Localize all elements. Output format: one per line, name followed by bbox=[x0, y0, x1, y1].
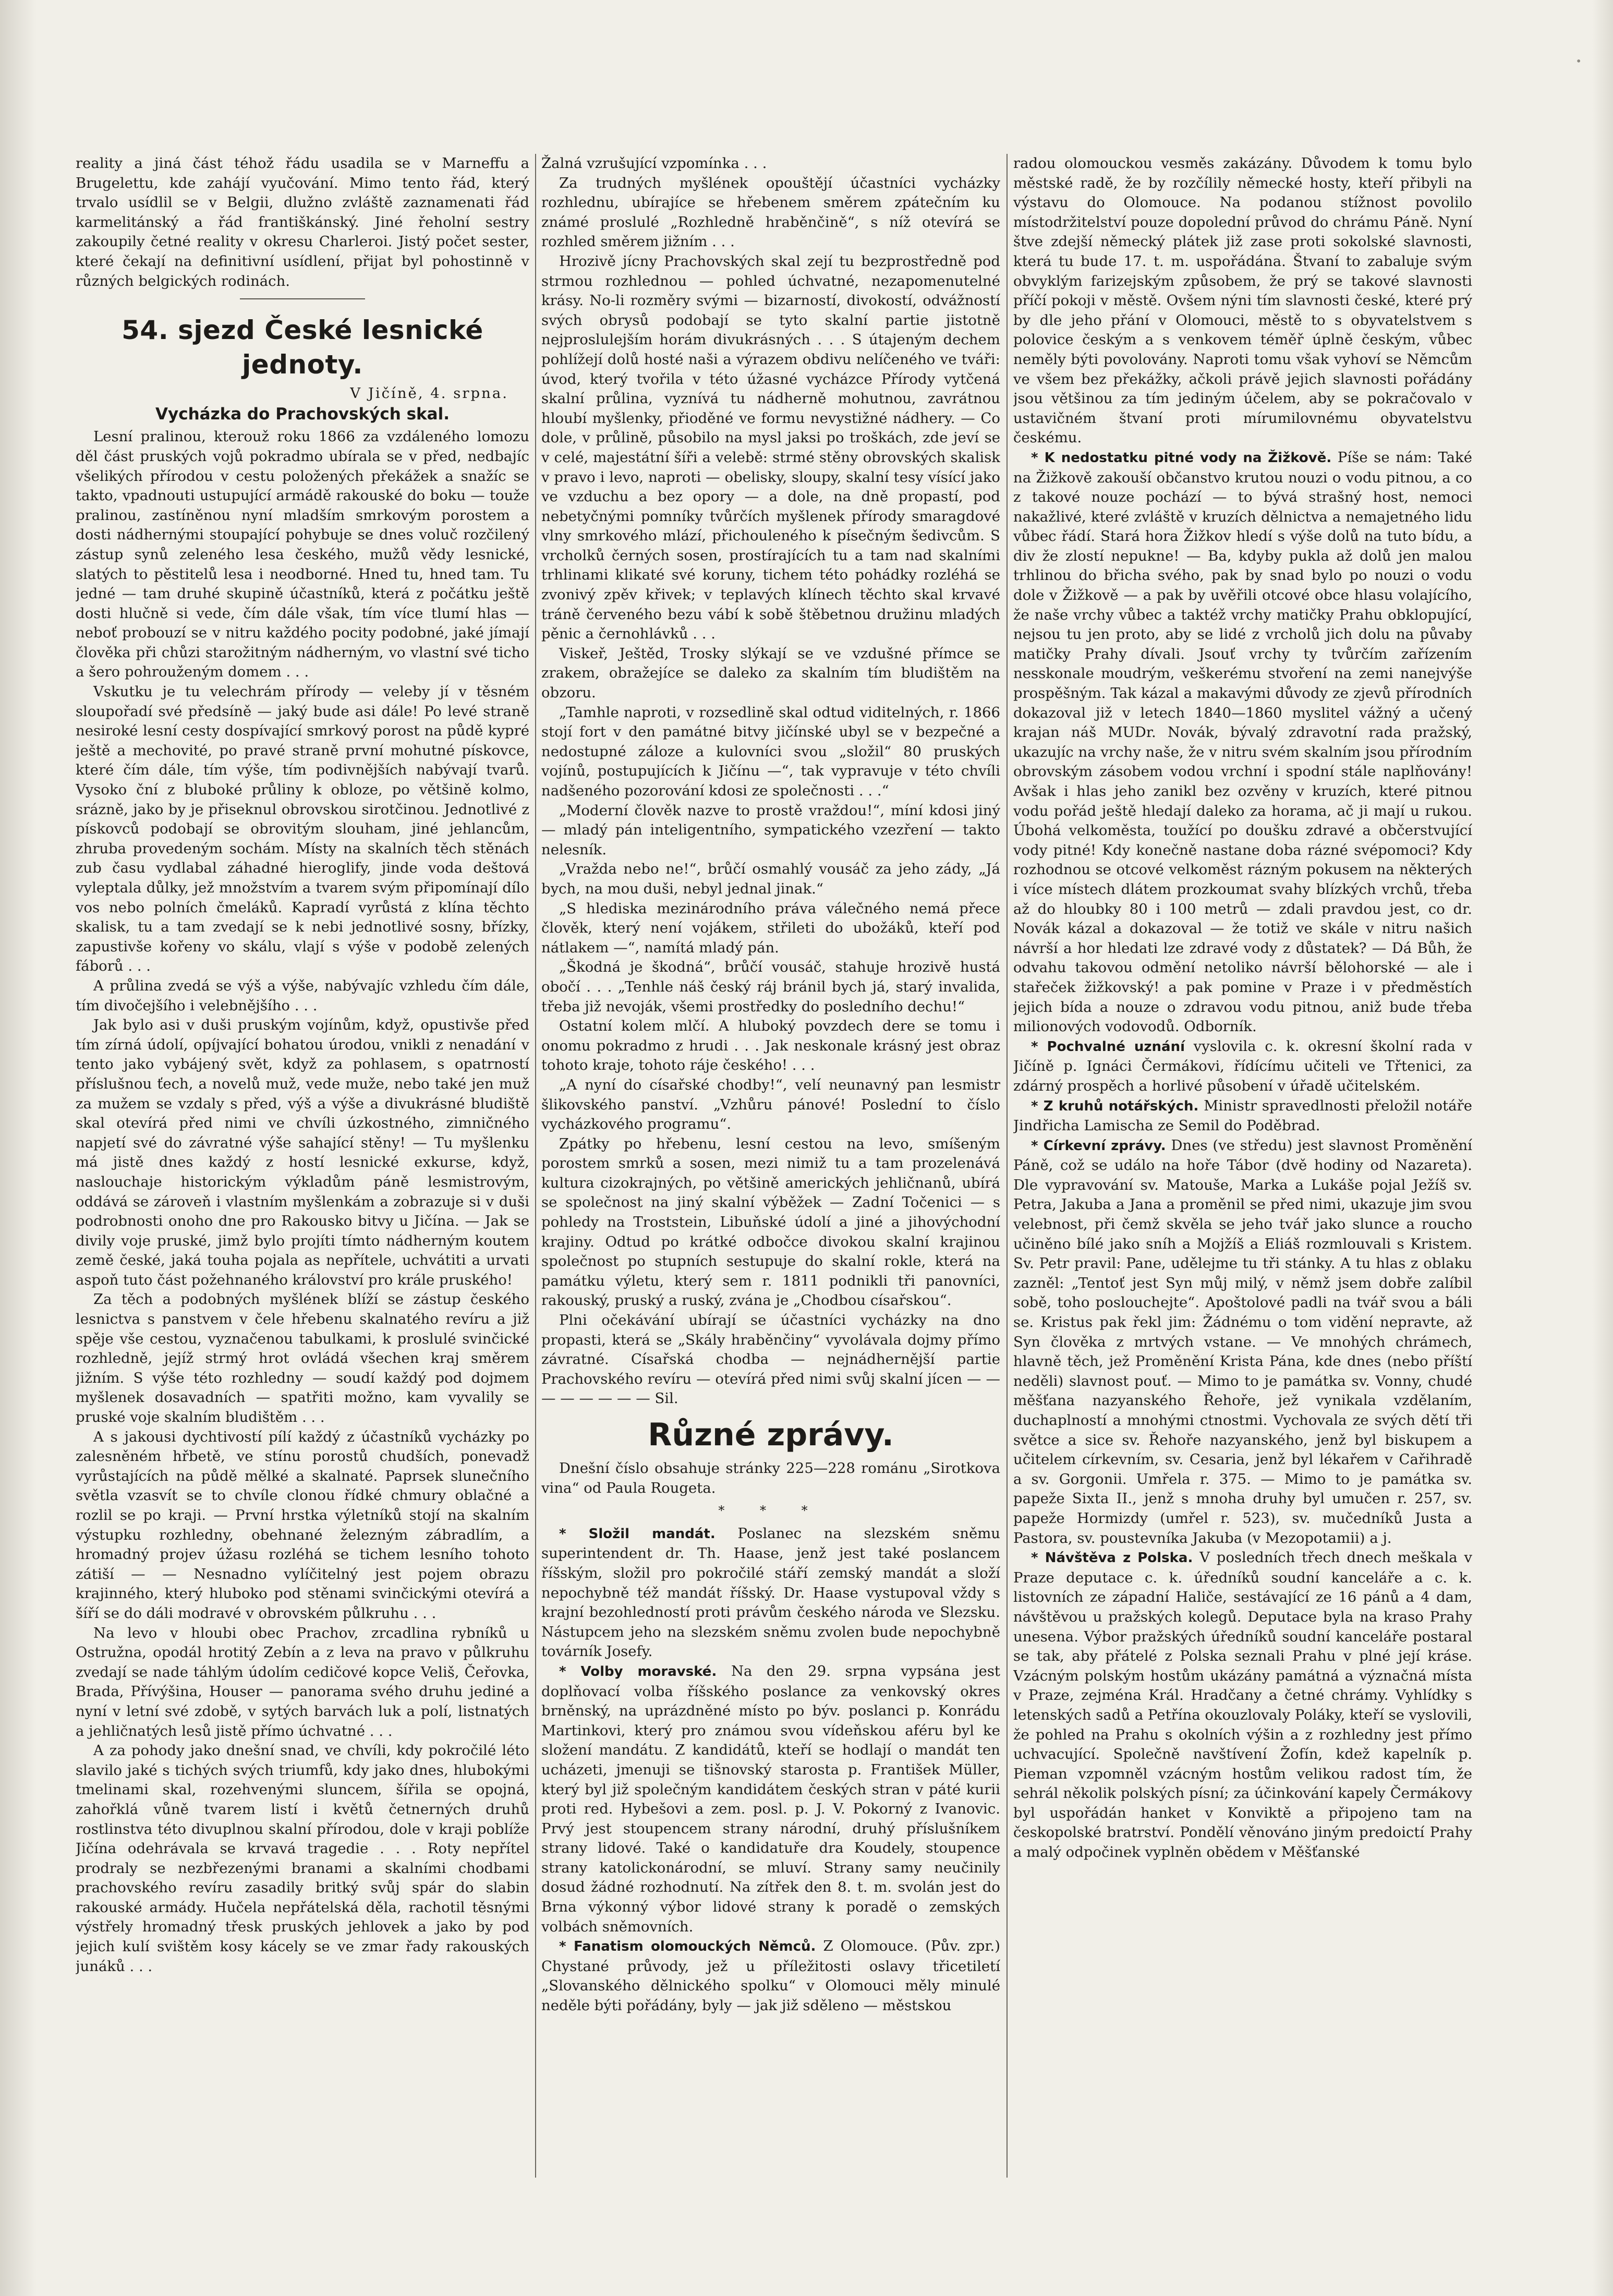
paragraph: A průlina zvedá se výš a výše, nabývajíc vzhledu čím dále, tím divočejšího i velebnějšího . . . bbox=[76, 977, 529, 1014]
news-item-title: * Volby moravské. bbox=[559, 1663, 717, 1679]
paragraph: Jak bylo asi v duši pruským vojínům, když, opustivše před tím zírná údolí, opíjvající bohatou úrodou, vnikli z nenadání v tento jako vybájený svět, když za pohlasem, s opatrností příslušnou ťech, a novelů muž, vede muže, nebo také jen muž za mužem se vzdaly s před, výš a výše a divukrásné bludiště skal otevírá před nimi ve chvíli úzkostného, zimničného napjetí své do závratné výše sahající stěny! — Tu myšlenku má jistě dnes každý z hostí lesnické exkurse, když, naslouchaje historickým výkladům páně lesmistrovým, oddává se zároveň i vlastním myšlenkám a zobrazuje si v duši podrobnosti onoho dne pro Rakousko bitvy u Jičína. — Jak se divily voje pruské, jimž bylo projíti tímto nádherným koutem země české, jaká touha pojala as nepřítele, uchvátiti a urvati aspoň tuto část požehnaného království pro krále pruského! bbox=[76, 1017, 529, 1288]
news-item bbox=[541, 1662, 1000, 1937]
paragraph: Za těch a podobných myšlének blíží se zástup českého lesnictva s panstvem v čele hřebenu skalnatého revíru a již spěje vše cestou, vyznačenou tabulkami, k proslulé svinčické rozhledně, jejíž strmý hrot ovládá všechen kraj směrem jižním. S výše této rozhledny — soudí každý pod dojmem myšlenek dosavadních — spatřiti možno, kam vyvalily se pruské voje skalním bludištěm . . . bbox=[76, 1291, 529, 1426]
paragraph: Žalná vzrušující vzpomínka . . . bbox=[541, 155, 767, 172]
news-item-text: Dnes (ve středu) jest slavnost Proměnění Páně, což se událo na hoře Tábor (dvě hodiny od Nazareta). Dle vypravování sv. Matouše, Marka a Lukáše pojal Ježíš sv. Petra, Jakuba a Jana a proměnil se před nimi, ukazuje jim svou velebnost, při čemž skvěla se jeho tvář jako slunce a roucho učiněno bílé jako sníh a Mojžíš a Eliáš rozmlouvali s Kristem. Sv. Petr pravil: Pane, udělejme tu tři stánky. A tu hlas z oblaku zazněl: „Tentoť jest Syn můj milý, v němž jsem dobře zalíbil sobě, toho poslouchejte“. Apoštolové padli na tvář svou a báli se. Kristus pak řekl jim: Žádnému o tom vidění nepravte, až Syn člověka z mrtvých vstane. — Ve mnohých chrámech, hlavně těch, jež Proměnění Krista Pána, kde dnes (nebo příští neděli) slavnost pouť. — Mimo to je památka sv. Vonny, chudé měšťana nazyanského Řehoře, jež vynikala vzdělaním, duchaplností a mnohými ctnostmi. Vychovala ze svých dětí tři světce a sice sv. Řehoře nazyanského, jenž byl biskupem a učitelem církevním, sv. Cesaria, jenž byl lékařem v Cařihradě a sv. Gorgonii. Umřela r. 375. — Mimo to je památka sv. papeže Sixta II., jenž s mnoha druhy byl umučen r. 257, sv. papeže Hormizdy (umřel r. 523), sv. mučedníků Justa a Pastora, sv. poustevníka Jakuba (v Mezopotamii) a j. bbox=[1013, 1137, 1472, 1546]
news-item bbox=[1013, 1037, 1472, 1096]
paragraph: „A nyní do císařské chodby!“, velí neunavný pan lesmistr šlikovského panství. „Vzhůru pánové! Poslední to číslo vycházkového programu“. bbox=[541, 1076, 1000, 1133]
article-subtitle: Vycházka do Prachovských skal. bbox=[155, 404, 450, 424]
news-item bbox=[541, 1937, 1000, 2015]
news-item-title: * K nedostatku pitné vody na Žižkově. bbox=[1031, 450, 1332, 466]
news-item bbox=[1013, 1548, 1472, 1863]
paragraph: Hrozivě jícny Prachovských skal zejí tu bezprostředně pod strmou rozhlednou — pohled úchvatné, nezapomenutelné krásy. No-li rozměry svými — bizarností, divokostí, odvážností svých obrysů podobají se tyto skalní partie jistotně nejproslulejším horám divukrásných . . . S útajeným dechem pohlížejí dolů hosté naši a výrazem obdivu nelíčeného ve tváři: úvod, který tvořila v této úžasné vycházce Přírody vytčená skalní průlina, vyznívá tu nádherně mohutnou, zavrátnou hloubí myšlenky, přioděné ve formu nevystižné nádhery. — Co dole, v průlině, působilo na mysl jaksi po troškách, zde jeví se v celé, majestátní šíři a velebě: strmé stěny obrovských skalisk v pravo i levo, naproti — obelisky, sloupy, skalní tesy vísící jako ve vzduchu a bez opory — a dole, na dně propastí, pod nebetyčnými pomníky tvůrčích myšlenek přírody smaragdové vlny smrkového mlází, přichouleného k písečným šedivcům. S vrcholků černých sosen, prostírajících tu a tam nad skalními trhlinami klikaté své koruny, tichem této pohádky rozléhá se zvonivý zpěv křivek; v teplavých klínech těchto skal krvavé tráně červeného bezu vábí k sobě štěbetnou družinu mladých pěnic a černohlávků . . . bbox=[541, 252, 1000, 643]
news-item-text: V posledních třech dnech meškala v Praze deputace c. k. úředníků soudní kanceláře a c. k. listovních ze západní Haliče, sestávající ze 16 pánů a 4 dam, návštěvou u pražských kolegů. Deputace byla na kraso Prahy unesena. Výbor pražských úředníků soudní kanceláře postaral se tak, aby přátelé z Polska seznali Prahu v plné její kráse. Vzácným polským hostům ukázány památná a význačná místa v Praze, zejména Král. Hradčany a četné chrámy. Vyhlídky s letenských sadů a Petřína okouzlovaly Poláky, kteří se vyslovili, že pohled na Prahu s okolních výšin a z rozhledny jest přímo uchvacující. Společně navštívení Žofín, kdež kapelník p. Pieman vzpomněl vzácným hostům velikou radost tím, že sehrál několik polských písní; za účinkování kapely Čermákovy byl uspořádán hanket v Konviktě a připojeno tam na českopolské bratrství. Pondělí věnováno jiným predoictí Prahy a malý odpočinek vyplněn obědem v Měšťanské bbox=[1013, 1549, 1472, 1861]
news-item-text: vyslovila c. k. okresní školní rada v Jičíně p. Ignáci Čermákovi, řídícímu učiteli ve Třtenici, za zdárný prospěch a horlivé působení v úřadě učitelském. bbox=[1013, 1037, 1472, 1094]
margin-mark: • bbox=[1575, 55, 1582, 67]
news-item-title: * Z kruhů notářských. bbox=[1031, 1098, 1199, 1114]
paragraph: Plni očekávání ubírají se účastníci vycházky na dno propasti, která se „Skály hraběnčiny“ vyvolávala dojmy přímo závratné. Císařská chodba — nejnádhernější partie Prachovského revíru — otevírá před nimi svůj skalní jícen — — — — — — — — Sil. bbox=[541, 1312, 1000, 1407]
column-right bbox=[1013, 154, 1472, 2188]
news-item-title: * Pochvalné uznání bbox=[1031, 1038, 1185, 1055]
paragraph: „Škodná je škodná“, brůčí vousáč, stahuje hrozivě hustá obočí . . . „Tenhle náš český ráj bránil bych já, starý invalida, třeba již nevoják, všemi prostředky do posledního dechu!“ bbox=[541, 959, 1000, 1015]
article-title: 54. sjezd České lesnické jednoty. bbox=[122, 315, 483, 380]
separator bbox=[240, 298, 365, 299]
paragraph: Na levo v hloubi obec Prachov, zrcadlina rybníků u Ostružna, opodál hrotitý Zebín a z leva na pravo v půlkruhu zvedají se nade táhlým údolím cedičové kopce Veliš, Čeřovka, Brada, Přívýšina, Houser — panorama svého druhu jediné a nyní v letní své zdobě, v sytých barvách luk a polí, listnatých a jehličnatých lesů jistě přímo úchvatné . . . bbox=[76, 1624, 529, 1739]
paragraph: Lesní pralinou, kterouž roku 1866 za vzdáleného lomozu děl část pruských vojů pokradmo ubírala se v před, nedbajíc všelikých přírodou v cestu položených překážek a snažíc se takto, vpadnouti ustupující armádě rakouské do boku — touže pralinou, zastíněnou nyní mladším smrkovým porostem a dosti nádhernými stoupající pohybuje se dnes voluč rozčilený zástup synů zeleného lesa českého, mužů vědy lesnické, slatých to pěstitelů lesa i neodborné. Hned tu, hned tam. Tu jedné — tam druhé skupině účastníků, která z počátku ještě dosti hlučně si vede, čím dále však, tím více tlumí hlas — neboť probouzí se v nitru každého pocity podobné, jaké jímají člověka při chůzi starožitným nádherným, vo vlastní své ticho a šero pohrouženým domem . . . bbox=[76, 428, 529, 681]
paragraph: reality a jiná část téhož řádu usadila se v Marneffu a Brugelettu, kde zahájí vyučování. Mimo tento řád, který trvalo usídlil se v Belgii, dlužno zvláště zaznamenati řád karmelitánský a řád františkánský. Jiné řeholní sestry zakoupily četné reality v okresu Charleroi. Jistý počet sester, které čekají na definitivní usídlení, přijat byl pohostinně v různých belgických rodinách. bbox=[76, 155, 529, 289]
page-edge-shadow bbox=[0, 0, 37, 2296]
page-edge-shadow bbox=[1592, 0, 1613, 2296]
paragraph: „Tamhle naproti, v rozsedlině skal odtud viditelných, r. 1866 stojí fort v den památné bitvy jičínské ubyl se v bezpečné a nedostupné záloze a kulovníci svou „složil“ 80 pruských vojínů, postupujících k Jičínu —“, tak vypravuje v této chvíli nadšeného pozorování kdosi ze společnosti . . .“ bbox=[541, 704, 1000, 799]
column-middle bbox=[541, 154, 1000, 2188]
column-divider bbox=[535, 154, 536, 2178]
news-item bbox=[1013, 1096, 1472, 1136]
paragraph: Vskutku je tu velechrám přírody — veleby jí v těsném sloupořadí své předsíně — jaký bude asi dále! Po levé straně nesiroké lesní cesty dospívající smrkový porost na půdě kypré ještě a mechovité, po pravé straně první mohutné pískovce, které čím dále, tím výše, tím podivnějších nabývají tvarů. Vysoko ční z bluboké průliny k obloze, po většině kolmo, srázně, jako by je přiseknul obrovskou sirotčinou. Jednotlivé z pískovců podobají se obrovitým slouham, jiné jehlancům, zhruba provedeným sochám. Místy na skalních těch stěnách zub času vydlabal záhadné hieroglify, jinde voda deštová vyleptala důlky, jež množstvím a tvarem svým připomínají dílo vos nebo polních čmeláků. Kapradí vyrůstá z klína těchto skalisk, tu a tam zvedají se k nebi jednotlivé sosny, břízky, zapustivše kořeny vo skálu, vlají s výše v podobě zelených fáborů . . . bbox=[76, 683, 529, 975]
news-item-title: * Církevní zprávy. bbox=[1031, 1138, 1166, 1154]
section-heading: Různé zprávy. bbox=[648, 1417, 894, 1453]
news-item bbox=[1013, 448, 1472, 1037]
column-divider bbox=[1006, 154, 1008, 2178]
paragraph: Ostatní kolem mlčí. A hluboký povzdech dere se tomu i onomu pokradmo z hrudi . . . Jak neskonale krásný jest obraz tohoto kraje, tohoto ráje českého! . . . bbox=[541, 1018, 1000, 1074]
notice: Dnešní číslo obsahuje stránky 225—228 románu „Sirotkova vina“ od Paula Rougeta. bbox=[541, 1460, 1000, 1496]
news-item-text: Z Olomouce. (Pův. zpr.) Chystané průvody, jež u příležitosti oslavy třicetiletí „Slovanského dělnického spolku“ v Olomouci měly minulé neděle býti pořádány, byly — jak již sděleno — městskou bbox=[541, 1938, 1000, 2014]
column-left bbox=[76, 154, 529, 2188]
news-item bbox=[541, 1524, 1000, 1662]
paragraph: Viskeř, Ještěd, Trosky slýkají se ve vzdušné přímce se zrakem, obražejíce se daleko za skalním tím bludištěm na obzoru. bbox=[541, 645, 1000, 702]
paragraph: radou olomouckou vesměs zakázány. Důvodem k tomu bylo městské radě, že by rozčílily německé hosty, kteří přibyli na výstavu do Olomouce. Na podanou stížnost povolilo místodržitelství pouze dopolední průvod do chrámu Páně. Nyní štve zdejší německý plátek již zase proti sokolské slavnosti, která tu bude 17. t. m. uspořádána. Štvaní to zabaluje svým obvyklým farizejským způsobem, že prý se takové slavnosti příčí pokoji v městě. Ovšem nýni tím slavnosti české, které prý by dle jeho přání v Olomouci, městě to s obyvatelstvem s polovice českým a s venkovem téměř úplně českým, vůbec neměly býti povolovány. Naproti tomu však vyhoví se Němcům ve všem bez překážky, ačkoli právě jejich slavnosti pořádány jsou většinou za tím jediným účelem, aby se pokračovalo v ustavičném štvaní proti mírumilovnému obyvatelstvu českému. bbox=[1013, 155, 1472, 446]
paragraph: Zpátky po hřebenu, lesní cestou na levo, smíšeným porostem smrků a sosen, mezi nimiž tu a tam prozelenává kultura cizokrajných, po většině amerických jehličnanů, ubírá se společnost na jiný skalní výběžek — Zadní Točenici — s pohledy na Troststein, Libuňské údolí a jiné a jihovýchodní krajiny. Odtud po krátké odbočce divokou skalní krajinou společnost po stupních sestupuje do skalní rokle, která na památku výletu, který sem r. 1811 podnikli tři panovníci, rakouský, pruský a ruský, zvána je „Chodbou císařskou“. bbox=[541, 1135, 1000, 1309]
paragraph: „Moderní člověk nazve to prostě vraždou!“, míní kdosi jiný — mladý pán inteligentního, sympatického vzezření — takto nelesník. bbox=[541, 802, 1000, 858]
news-item-text: Na den 29. srpna vypsána jest doplňovací volba říšského poslance za venkovský okres brněnský, na uprázdněné místo po býv. poslanci p. Konrádu Martinkovi, který pro známou svou vídeňskou aféru byl ke složení mandátu. Z kandidátů, kteří se hodlají o mandát ten ucházeti, jmenuji se tišnovský starosta p. František Müller, který byl již společným kandidátem českých stran v páté kurii proti red. Hybešovi a zem. posl. p. J. V. Pokorný z Ivanovic. Prvý jest stoupencem strany národní, druhý příslušníkem strany lidové. Také o kandidatuře dra Koudely, stoupence strany katolickonárodní, se mluví. Strany samy neučinily dosud žádné rozhodnutí. Na zítřek den 8. t. m. svolán jest do Brna výkonný výbor lidové strany k poradě o zemských volbách sněmovních. bbox=[541, 1662, 1000, 1935]
paragraph: „S hlediska mezinárodního práva válečného nemá přece člověk, který není vojákem, střileti do ubožáků, kteří pod nátlakem —“, namítá mladý pán. bbox=[541, 900, 1000, 956]
news-item-title: * Fanatism olomouckých Němců. bbox=[559, 1939, 816, 1955]
asterism: * * * bbox=[718, 1503, 823, 1518]
paragraph: Za trudných myšlének opouštějí účastníci vycházky rozhlednu, ubírajíce se hřebenem směrem zpátečním ku známé proslulé „Rozhledně hraběnčině“, s níž otevírá se rozhled směrem jižním . . . bbox=[541, 174, 1000, 250]
news-item-text: Píše se nám: Také na Žižkově zakouší občanstvo krutou nouzi o vodu pitnou, a co z takové nouze pochází — to bývá strašný host, nemoci nakažlivé, které zvláště v kruzích dělnictva a nemajetného lidu vůbec řádí. Stará hora Žižkov hledí s výše dolů na tuto bídu, a div že zlostí nepukne! — Ba, kdyby pukla až dolů jen malou trhlinou do břicha svého, pak by snad bylo po nouzi o vodu dole v Žižkově — a pak by uvěřili otcové obce hlasu volajícího, že naše vrchy vůbec a taktéž vrchy matičky Prahu obklopující, nejsou tu jen proto, aby se lidé z vrcholů jich dolu na půvaby matičky Prahy dívali. Jsouť vrchy ty tvůrčím zařízením nesskonale moudrým, veškerému stvoření na zemi nanejvýše prospěšným. Tak kázal a makavými důvody ze zjevů přírodních dokazoval již v letech 1840—1860 myslitel vážný a učený krajan náš MUDr. Novák, bývalý zdravotní rada pražský, ukazujíc na vrchy naše, že v nitru svém skalním jsou přírodním obrovským zásobem vodou vrchní i spodní stále naplňovány! Avšak i hlas jeho zanikl bez ozvěny v kruzích, které pitnou vodu pořád ještě hledají daleko za horama, ač ji mají u rukou. Úbohá velkoměsta, toužící po doušku zdravé a občerstvující vody pitné! Kdy konečně nastane doba rázné svépomoci? Kdy rozhodnou se otcové velkoměst rázným pokusem na některých i více místech dlátem prozkoumat svahy blízkých vrchů, třeba až do hloubky 80 i 100 metrů — zdali pravdou jest, co dr. Novák kázal a dokazoval — že totiž ve skále v nitru našich návrší a hor hledati lze zdravé vody z důstatek? — Dá Bůh, že odvahu takovou odmění netoliko návrší bělohorské — ale i stařeček žižkovský! a pak pomine v Praze i v předměstích jejich bída a nouze o zdravou vodu pitnou, aniž bude třeba milionových vodovodů. Odborník. bbox=[1013, 449, 1472, 1035]
news-item-title: * Složil mandát. bbox=[559, 1526, 715, 1542]
paragraph: „Vražda nebo ne!“, brůčí osmahlý vousáč za jeho zády, „Já bych, na mou duši, nebyl jednal jinak.“ bbox=[541, 861, 1000, 897]
news-item bbox=[1013, 1136, 1472, 1548]
news-item-text: Ministr spravedlnosti přeložil notáře Jindřicha Lamischa ze Semil do Poděbrad. bbox=[1013, 1097, 1472, 1134]
paragraph: A za pohody jako dnešní snad, ve chvíli, kdy pokročilé léto slavilo jaké s tichých svých triumfů, kdy jako dnes, hlubokými tmelinami skal, rozehvenými sluncem, šířila se opojná, zahořklá vůně tvarem listí i květů četnerných druhů rostlinstva této divuplnou skalní přírodou, dole v kraji poblíže Jičína odehrávala se krvavá tragedie . . . Roty nepřítel prodraly se nezbřezenými branami a skalními chodbami prachovského revíru zasadily britký svůj spár do slabin rakouské armády. Hučela nepřátelská děla, rachotil těsnými výstřely hromadný třesk pruských jehlovek a jako by pod jejich kulí svištěm kosy kácely se ve zmar řady rakouských junáků . . . bbox=[76, 1742, 529, 1975]
news-item-title: * Návštěva z Polska. bbox=[1031, 1550, 1193, 1566]
news-item-text: Poslanec na slezském sněmu superintendent dr. Th. Haase, jenž jest také poslancem říšským, složil pro pokročilé stáří zemský mandát a složí nepochybně též mandát říšský. Dr. Haase vystupoval vždy s krajní bezohledností proti právům českého národa ve Slezsku. Nástupcem jeho na slezském sněmu zvolen bude nepochybně továrník Josefy. bbox=[541, 1525, 1000, 1660]
paragraph: A s jakousi dychtivostí pílí každý z účastníků vycházky po zalesněném hřbetě, ve stínu porostů chudších, ponevadž vyrůstajících na půdě mělké a skalnaté. Paprsek slunečního světla vzasvít se to chvíle clonou řídké chmury oblačné a rozlil se po kraji. — První hrstka výletníků stojí na skalním výstupku rozhledny, obehnané železným zábradlím, a hromadný projev úžasu rozléhá se tichem lesního tohoto zátiší — — Nesnadno vylíčitelný jest pojem obrazu krajinného, který hluboko pod stěnami svinčickými otevírá a šíří se do dáli modravé v obrovském půlkruhu . . . bbox=[76, 1428, 529, 1622]
dateline: V Jičíně, 4. srpna. bbox=[350, 385, 508, 402]
